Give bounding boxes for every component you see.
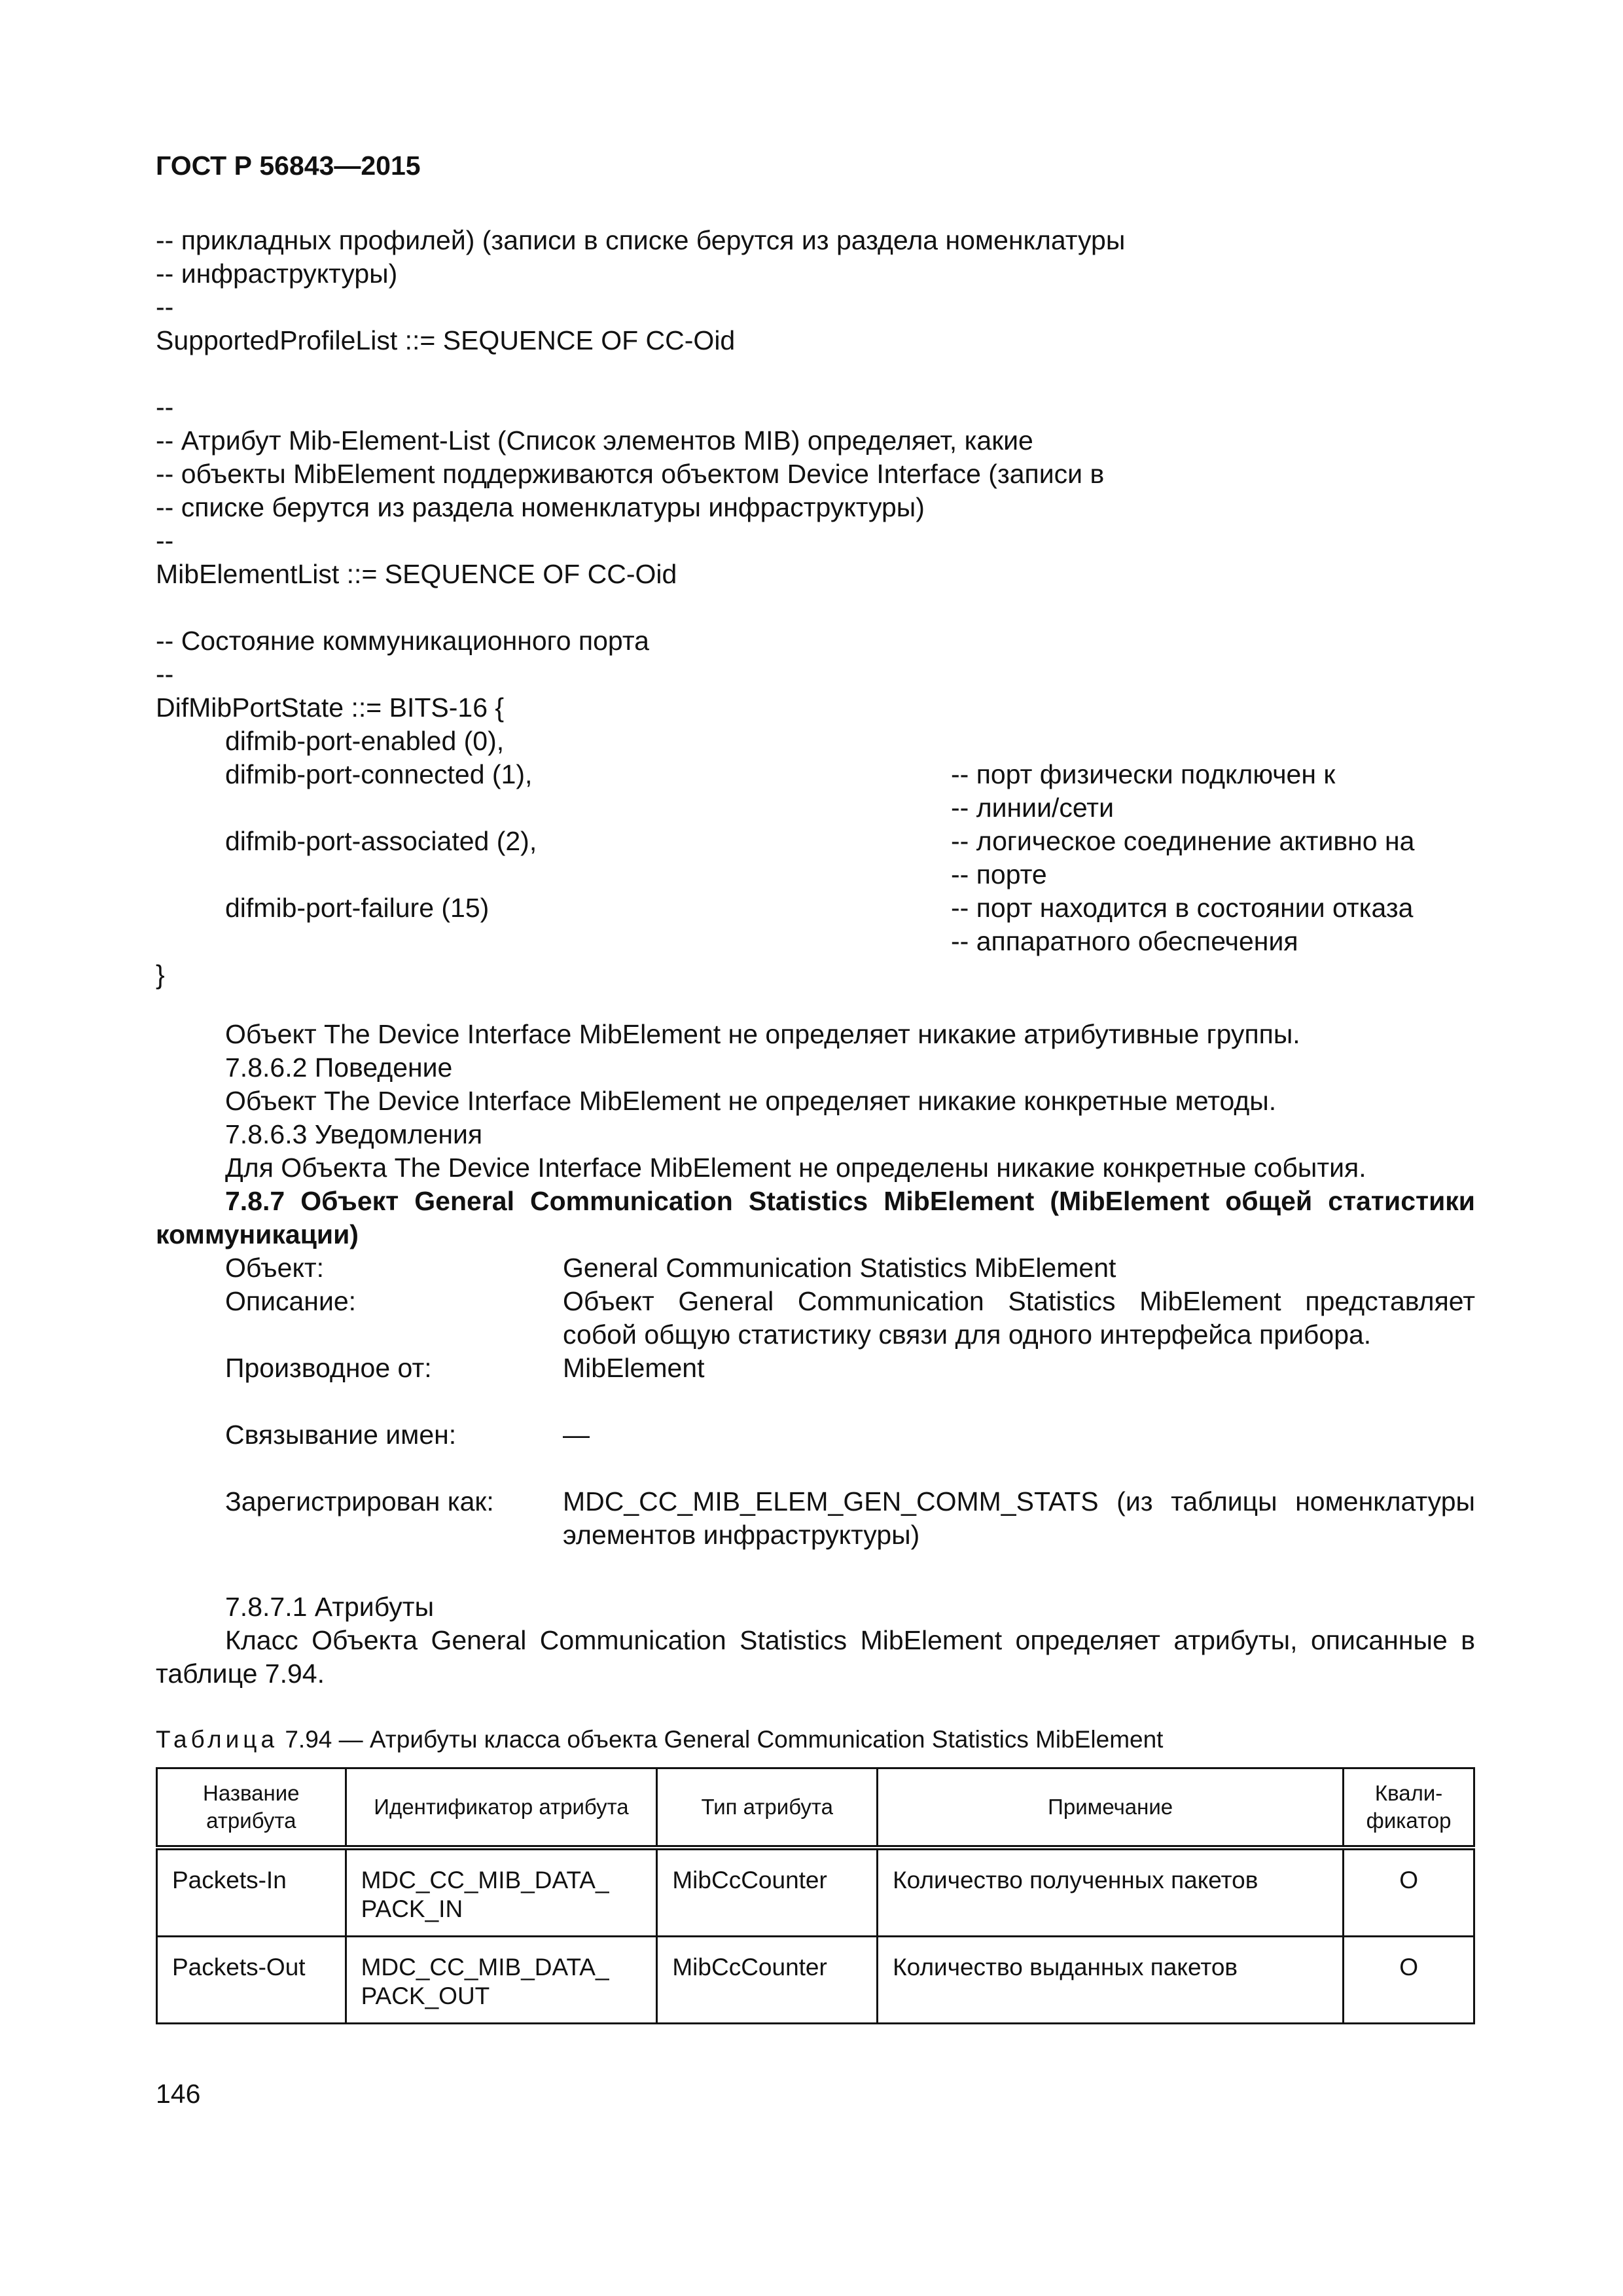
attribute-id-line: PACK_IN — [361, 1895, 463, 1922]
bit-comment-continuation — [156, 791, 1478, 825]
table-row — [157, 1848, 1474, 1937]
table-header-row — [157, 1768, 1474, 1848]
bit-comment: -- линии/сети — [951, 793, 1114, 823]
definition-row — [225, 1285, 1475, 1352]
definition-key: Производное от: — [225, 1353, 432, 1383]
subsection-heading: 7.8.6.3 Уведомления — [225, 1119, 483, 1149]
column-header: Идентификатор атрибута — [346, 1768, 657, 1848]
attribute-id-line: PACK_OUT — [361, 1982, 490, 2009]
code-line: -- — [156, 292, 174, 322]
table-caption-text: 7.94 — Атрибуты класса объекта General Communication Statistics MibElement — [278, 1726, 1164, 1753]
definition-value: элементов инфраструктуры) — [563, 1520, 920, 1550]
definition-key: Описание: — [225, 1286, 357, 1316]
code-line: -- Состояние коммуникационного порта — [156, 626, 649, 656]
code-line: -- объекты MibElement поддерживаются объектом Device Interface (записи в — [156, 459, 1105, 489]
attribute-note-cell: Количество полученных пакетов — [878, 1848, 1344, 1937]
code-blank-line — [156, 591, 1478, 624]
bit-definition — [156, 891, 1478, 925]
code-line: -- Атрибут Mib-Element-List (Список элементов MIB) определяет, какие — [156, 425, 1033, 456]
definition-value: Объект General Communication Statistics MibElement представляет — [563, 1286, 1475, 1316]
attribute-note-cell: Количество выданных пакетов — [878, 1937, 1344, 2024]
definition-value: General Communication Statistics MibElement — [563, 1253, 1116, 1283]
code-line: -- инфраструктуры) — [156, 259, 398, 289]
subsection-heading: 7.8.7.1 Атрибуты — [225, 1592, 435, 1622]
code-line: MibElementList ::= SEQUENCE OF CC-Oid — [156, 559, 677, 589]
attribute-id-line: MDC_CC_MIB_DATA_ — [361, 1954, 609, 1981]
column-header: Тип атрибута — [657, 1768, 878, 1848]
attribute-id-cell — [346, 1937, 657, 2024]
definition-key: Связывание имен: — [225, 1420, 457, 1450]
bit-name: difmib-port-associated (2), — [225, 826, 537, 856]
attribute-type-cell: MibCcCounter — [657, 1848, 878, 1937]
code-blank-line — [156, 357, 1478, 391]
code-line: -- — [156, 526, 174, 556]
bit-definition — [156, 758, 1478, 791]
definition-value: MDC_CC_MIB_ELEM_GEN_COMM_STATS (из таблицы номенклатуры — [563, 1486, 1475, 1516]
paragraph: Объект The Device Interface MibElement не определяет никакие конкретные методы. — [225, 1086, 1277, 1116]
table-caption-label: Таблица — [156, 1726, 279, 1753]
definition-key: Объект: — [225, 1253, 325, 1283]
column-header: Название атрибута — [157, 1768, 346, 1848]
paragraph: Класс Объекта General Communication Statistics MibElement определяет атрибуты, описанные в — [225, 1625, 1475, 1655]
code-closing-brace: } — [156, 960, 165, 990]
bit-name: difmib-port-failure (15) — [225, 893, 490, 923]
subsection-heading: 7.8.6.2 Поведение — [225, 1052, 453, 1083]
definition-key: Зарегистрирован как: — [225, 1486, 494, 1516]
definition-value: MibElement — [563, 1353, 705, 1383]
attribute-qualifier-cell: O — [1344, 1937, 1474, 2024]
bit-comment-continuation — [156, 925, 1478, 958]
column-header: Квали-фикатор — [1344, 1768, 1474, 1848]
definition-row — [225, 1418, 1475, 1452]
section-title-continuation: коммуникации) — [156, 1219, 359, 1249]
attribute-id-cell — [346, 1848, 657, 1937]
bit-name: difmib-port-enabled (0), — [225, 726, 505, 756]
code-line: DifMibPortState ::= BITS-16 { — [156, 692, 505, 723]
bit-comment: -- порте — [951, 859, 1047, 889]
definition-row — [225, 1352, 1475, 1385]
bit-comment: -- порт находится в состоянии отказа — [951, 893, 1414, 923]
code-line: -- списке берутся из раздела номенклатуры инфраструктуры) — [156, 492, 925, 522]
bit-comment: -- порт физически подключен к — [951, 759, 1336, 789]
attribute-qualifier-cell: O — [1344, 1848, 1474, 1937]
paragraph-continuation: таблице 7.94. — [156, 1659, 325, 1689]
body-text — [156, 1018, 1475, 1251]
column-header: Примечание — [878, 1768, 1344, 1848]
definition-value: собой общую статистику связи для одного интерфейса прибора. — [563, 1319, 1372, 1350]
table-row — [157, 1937, 1474, 2024]
asn1-code-block — [156, 224, 1478, 992]
definition-row — [225, 1251, 1475, 1285]
attribute-name-cell: Packets-Out — [157, 1937, 346, 2024]
bit-comment-continuation — [156, 858, 1478, 891]
bit-definition — [156, 725, 1478, 758]
attribute-type-cell: MibCcCounter — [657, 1937, 878, 2024]
attribute-id-line: MDC_CC_MIB_DATA_ — [361, 1867, 609, 1893]
bit-comment: -- аппаратного обеспечения — [951, 926, 1298, 956]
code-line: -- прикладных профилей) (записи в списке берутся из раздела номенклатуры — [156, 225, 1126, 255]
table-caption — [156, 1723, 1163, 1756]
bit-name: difmib-port-connected (1), — [225, 759, 533, 789]
paragraph: Объект The Device Interface MibElement не определяет никакие атрибутивные группы. — [225, 1019, 1300, 1049]
bit-comment: -- логическое соединение активно на — [951, 826, 1415, 856]
code-line: -- — [156, 659, 174, 689]
page-number: 146 — [156, 2079, 201, 2109]
object-definition-list — [225, 1251, 1475, 1552]
bit-definition — [156, 825, 1478, 858]
attributes-section — [156, 1590, 1475, 1691]
definition-row — [225, 1485, 1475, 1552]
paragraph: Для Объекта The Device Interface MibElement не определены никакие конкретные события. — [225, 1153, 1366, 1183]
section-title: 7.8.7 Объект General Communication Statistics MibElement (MibElement общей статистики — [225, 1186, 1475, 1216]
attributes-table — [156, 1767, 1475, 2024]
code-line: -- — [156, 392, 174, 422]
definition-value: — — [563, 1420, 590, 1450]
attribute-name-cell: Packets-In — [157, 1848, 346, 1937]
document-header: ГОСТ Р 56843—2015 — [156, 151, 421, 181]
code-line: SupportedProfileList ::= SEQUENCE OF CC-Oid — [156, 325, 736, 355]
